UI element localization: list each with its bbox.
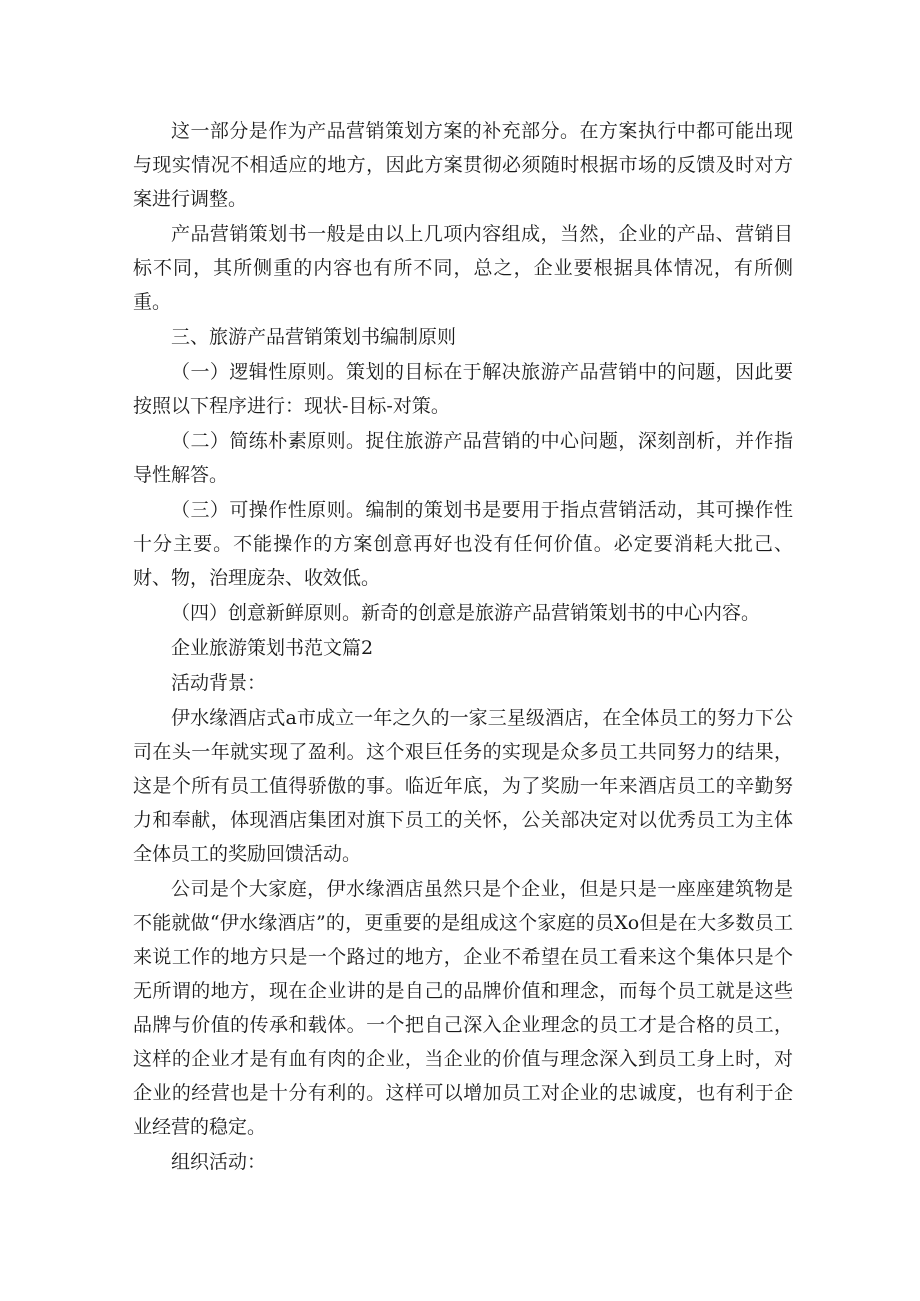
paragraph-principle-simple: （二）简练朴素原则。捉住旅游产品营销的中心问题，深刻剖析，并作指导性解答。 bbox=[133, 430, 793, 486]
heading-activity-background: 活动背景： bbox=[171, 672, 267, 694]
paragraph-hotel-background: 伊水缘酒店式a市成立一年之久的一家三星级酒店，在全体员工的努力下公司在头一年就实现了盈利。这个艰巨任务的实现是众多员工共同努力的结果，这是个所有员工值得骄傲的事。临近年底，为了奖励一年来酒店员工的辛勤努力和奉献，体现酒店集团对旗下员工的关怀，公关部决定对以优秀员工为主体全体员工的奖励回馈活动。 bbox=[133, 707, 793, 865]
heading-sample-2: 企业旅游策划书范文篇2 bbox=[171, 637, 374, 659]
document-body bbox=[133, 114, 793, 1179]
paragraph-principle-logic: （一）逻辑性原则。策划的目标在于解决旅游产品营销中的问题，因此要按照以下程序进行：现状-目标-对策。 bbox=[133, 361, 793, 417]
section-heading-principles: 三、旅游产品营销策划书编制原则 bbox=[171, 326, 457, 348]
heading-organize-activity: 组织活动： bbox=[171, 1151, 267, 1173]
paragraph-composition: 产品营销策划书一般是由以上几项内容组成，当然，企业的产品、营销目标不同，其所侧重的内容也有所不同，总之，企业要根据具体情况，有所侧重。 bbox=[133, 223, 793, 313]
paragraph-company-family: 公司是个大家庭，伊水缘酒店虽然只是个企业，但是只是一座座建筑物是不能就做“伊水缘酒店”的，更重要的是组成这个家庭的员Xo但是在大多数员工来说工作的地方只是一个路过的地方，企业不希望在员工看来这个集体只是个无所谓的地方，现在企业讲的是自己的品牌价值和理念，而每个员工就是这些品牌与价值的传承和载体。一个把自己深入企业理念的员工才是合格的员工，这样的企业才是有血有肉的企业，当企业的价值与理念深入到员工身上时，对企业的经营也是十分有利的。这样可以增加员工对企业的忠诚度，也有利于企业经营的稳定。 bbox=[133, 878, 793, 1138]
paragraph-supplement: 这一部分是作为产品营销策划方案的补充部分。在方案执行中都可能出现与现实情况不相适应的地方，因此方案贯彻必须随时根据市场的反馈及时对方案进行调整。 bbox=[133, 120, 793, 210]
paragraph-principle-creative: （四）创意新鲜原则。新奇的创意是旅游产品营销策划书的中心内容。 bbox=[171, 602, 761, 624]
paragraph-principle-operable: （三）可操作性原则。编制的策划书是要用于指点营销活动，其可操作性十分主要。不能操作的方案创意再好也没有任何价值。必定要消耗大批己、财、物，治理庞杂、收效低。 bbox=[133, 499, 793, 589]
